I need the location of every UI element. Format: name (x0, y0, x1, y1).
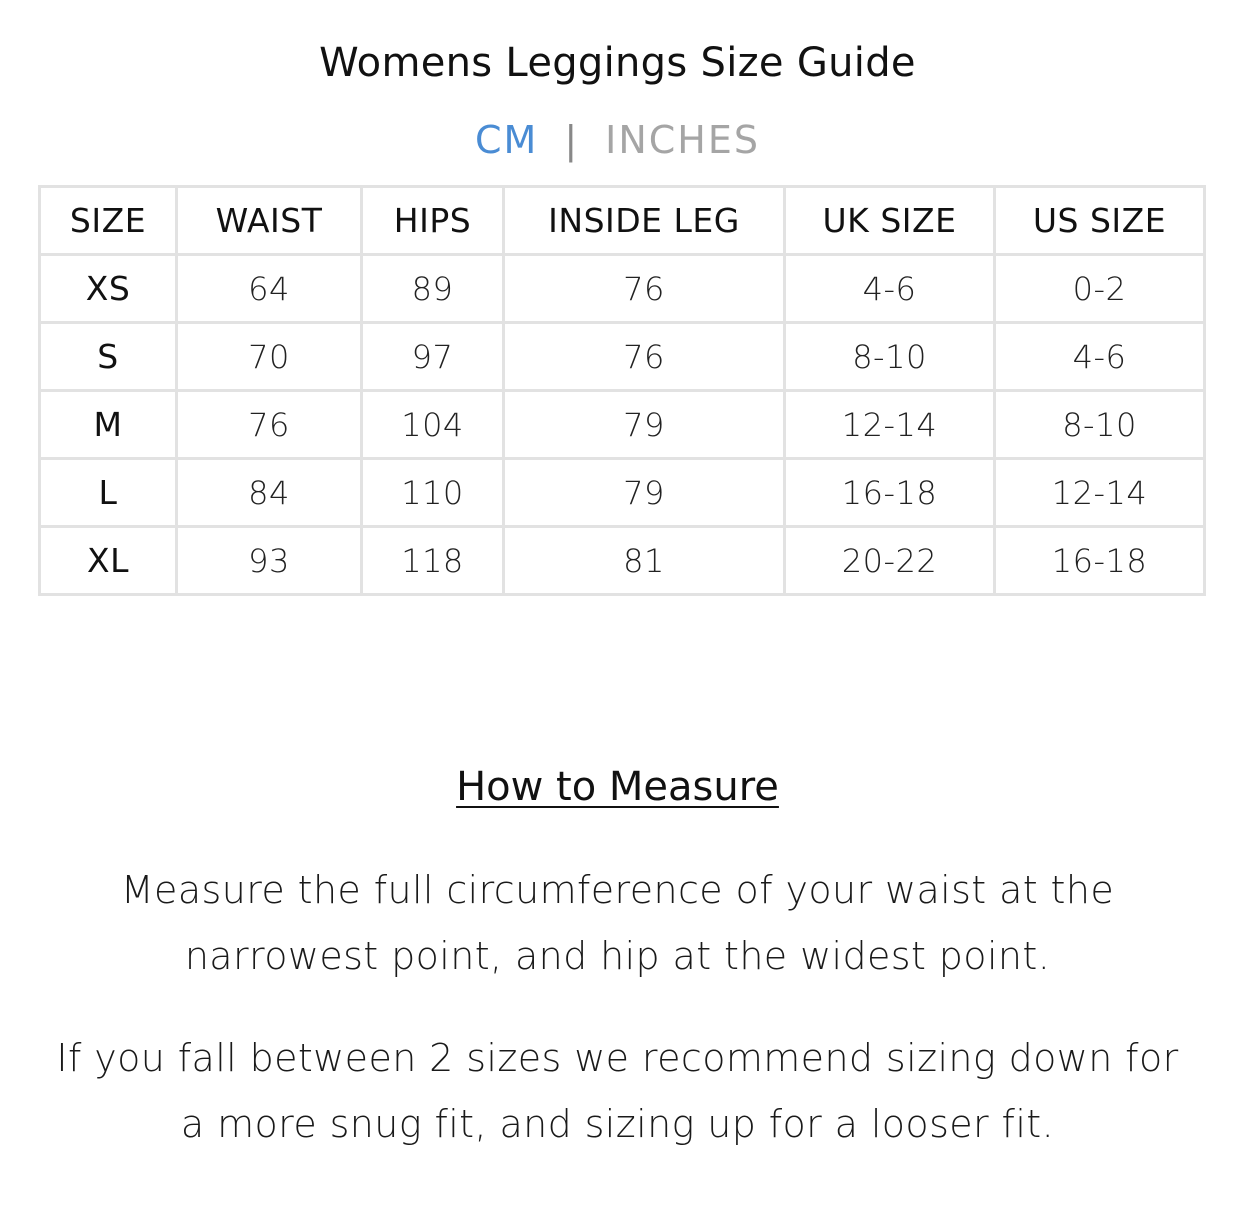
table-row (40, 323, 1205, 391)
waist-cell: 70 (177, 323, 362, 391)
unit-separator: | (564, 118, 580, 162)
uk-size-cell: 4-6 (785, 255, 995, 323)
column-header-inside-leg: INSIDE LEG (504, 187, 785, 255)
hips-cell: 97 (362, 323, 504, 391)
sizing-advice-paragraph: If you fall between 2 sizes we recommend sizing down for a more snug fit, and sizing up for a looser fit. (56, 1036, 1179, 1146)
hips-cell: 89 (362, 255, 504, 323)
hips-cell: 118 (362, 527, 504, 595)
inside-leg-cell: 79 (504, 459, 785, 527)
us-size-cell: 12-14 (995, 459, 1205, 527)
inside-leg-cell: 76 (504, 323, 785, 391)
waist-cell: 84 (177, 459, 362, 527)
us-size-cell: 16-18 (995, 527, 1205, 595)
uk-size-cell: 20-22 (785, 527, 995, 595)
size-cell: XS (40, 255, 177, 323)
size-cell: XL (40, 527, 177, 595)
unit-toggle (0, 118, 1235, 162)
unit-inches-button[interactable]: INCHES (605, 118, 760, 162)
us-size-cell: 8-10 (995, 391, 1205, 459)
waist-cell: 64 (177, 255, 362, 323)
uk-size-cell: 16-18 (785, 459, 995, 527)
column-header-size: SIZE (40, 187, 177, 255)
measure-instructions-paragraph: Measure the full circumference of your waist at the narrowest point, and hip at the widest point. (120, 868, 1115, 978)
table-row (40, 255, 1205, 323)
how-to-measure-heading-text: How to Measure (456, 764, 779, 810)
how-to-measure-heading (0, 764, 1235, 810)
us-size-cell: 4-6 (995, 323, 1205, 391)
table-row (40, 391, 1205, 459)
page-title: Womens Leggings Size Guide (319, 40, 916, 86)
table-header-row (40, 187, 1205, 255)
us-size-cell: 0-2 (995, 255, 1205, 323)
uk-size-cell: 12-14 (785, 391, 995, 459)
inside-leg-cell: 81 (504, 527, 785, 595)
uk-size-cell: 8-10 (785, 323, 995, 391)
waist-cell: 93 (177, 527, 362, 595)
hips-cell: 110 (362, 459, 504, 527)
column-header-uk-size: UK SIZE (785, 187, 995, 255)
inside-leg-cell: 76 (504, 255, 785, 323)
size-cell: M (40, 391, 177, 459)
waist-cell: 76 (177, 391, 362, 459)
hips-cell: 104 (362, 391, 504, 459)
table-row (40, 459, 1205, 527)
column-header-hips: HIPS (362, 187, 504, 255)
column-header-waist: WAIST (177, 187, 362, 255)
size-cell: L (40, 459, 177, 527)
column-header-us-size: US SIZE (995, 187, 1205, 255)
inside-leg-cell: 79 (504, 391, 785, 459)
size-cell: S (40, 323, 177, 391)
table-row (40, 527, 1205, 595)
unit-cm-button[interactable]: CM (474, 118, 539, 162)
size-chart-table (38, 185, 1206, 596)
